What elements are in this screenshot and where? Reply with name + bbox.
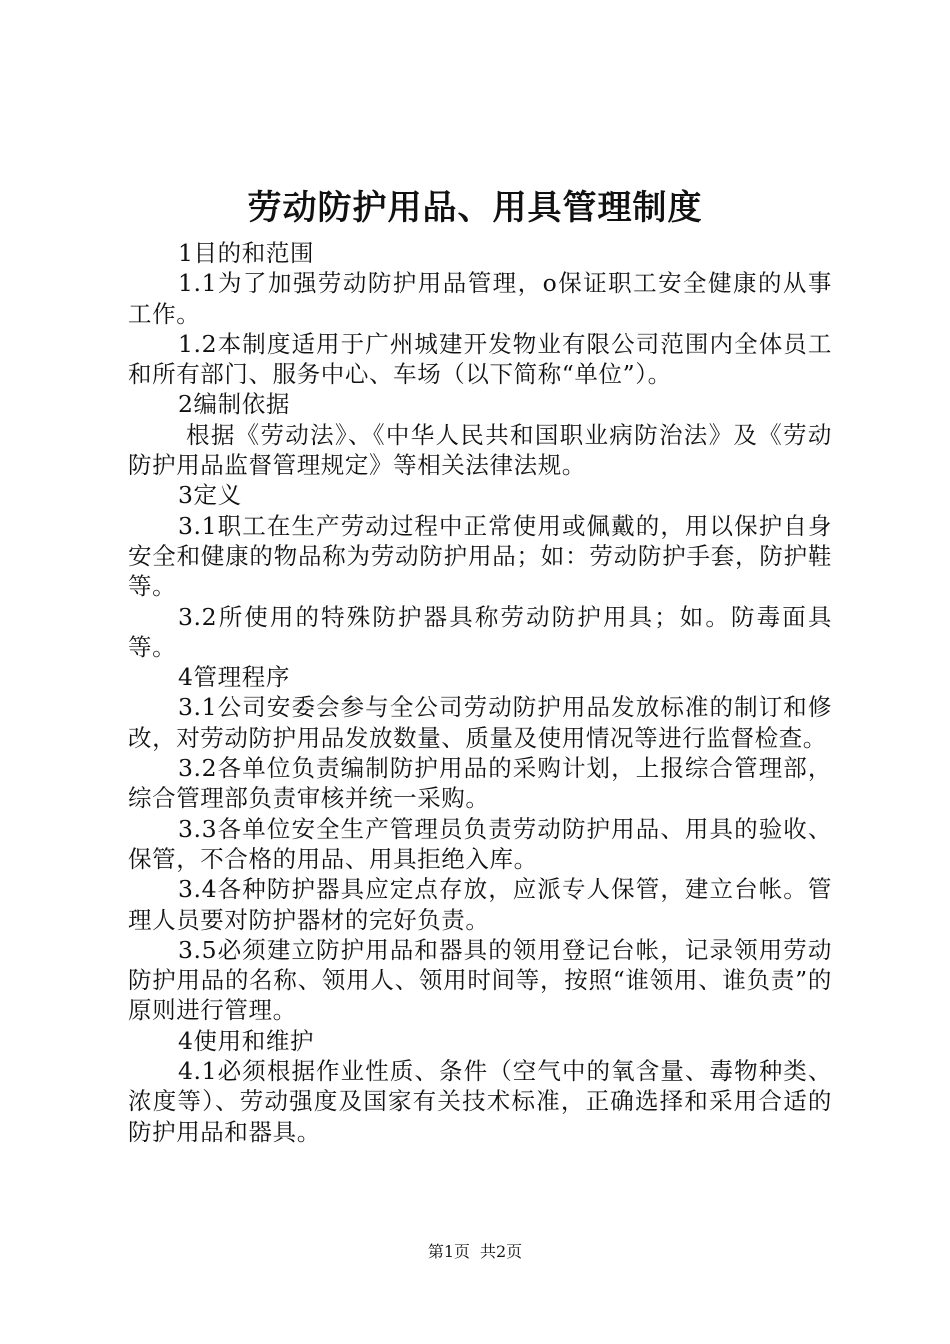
clause-procedure-3-5: 3.5必须建立防护用品和器具的领用登记台帐，记录领用劳动防护用品的名称、领用人、领用时间等，按照“谁领用、谁负责”的原则进行管理。: [128, 935, 832, 1025]
clause-4-1: 4.1必须根据作业性质、条件（空气中的氧含量、毒物种类、浓度等）、劳动强度及国家有关技术标准，正确选择和采用合适的防护用品和器具。: [128, 1057, 832, 1146]
document-body: [128, 238, 832, 1147]
clause-1-2: 1.2本制度适用于广州城建开发物业有限公司范围内全体员工和所有部门、服务中心、车场（以下简称“单位”）。: [128, 329, 832, 389]
clause-procedure-3-1: 3.1公司安委会参与全公司劳动防护用品发放标准的制订和修改，对劳动防护用品发放数量、质量及使用情况等进行监督检查。: [128, 693, 832, 752]
clause-1-1: 1.1为了加强劳动防护用品管理，o保证职工安全健康的从事工作。: [128, 269, 832, 328]
section-heading-basis: 2编制依据: [178, 390, 290, 419]
section-heading-procedure: 4管理程序: [178, 663, 290, 692]
basis-paragraph: 根据《劳动法》、《中华人民共和国职业病防治法》及《劳动防护用品监督管理规定》等相关法律法规。: [128, 420, 832, 480]
section-heading-purpose-scope: 1目的和范围: [178, 239, 315, 267]
clause-procedure-3-4: 3.4各种防护器具应定点存放，应派专人保管，建立台帐。管理人员要对防护器材的完好负责。: [128, 875, 832, 934]
clause-procedure-3-3: 3.3各单位安全生产管理员负责劳动防护用品、用具的验收、保管，不合格的用品、用具拒绝入库。: [128, 814, 832, 873]
document-title: 劳动防护用品、用具管理制度: [247, 188, 703, 228]
section-heading-use-maintenance: 4使用和维护: [178, 1026, 315, 1055]
page-number: 第1页: [427, 1242, 470, 1261]
clause-3-2-definition: 3.2所使用的特殊防护器具称劳动防护用具；如。防毒面具等。: [128, 602, 832, 661]
page-total: 共2页: [480, 1242, 523, 1261]
clause-3-1-definition: 3.1职工在生产劳动过程中正常使用或佩戴的，用以保护自身安全和健康的物品称为劳动防护用品；如：劳动防护手套，防护鞋等。: [128, 511, 832, 601]
section-heading-definitions: 3定义: [178, 481, 242, 510]
page-footer: [0, 1241, 950, 1263]
clause-procedure-3-2: 3.2各单位负责编制防护用品的采购计划，上报综合管理部，综合管理部负责审核并统一采购。: [128, 754, 832, 813]
